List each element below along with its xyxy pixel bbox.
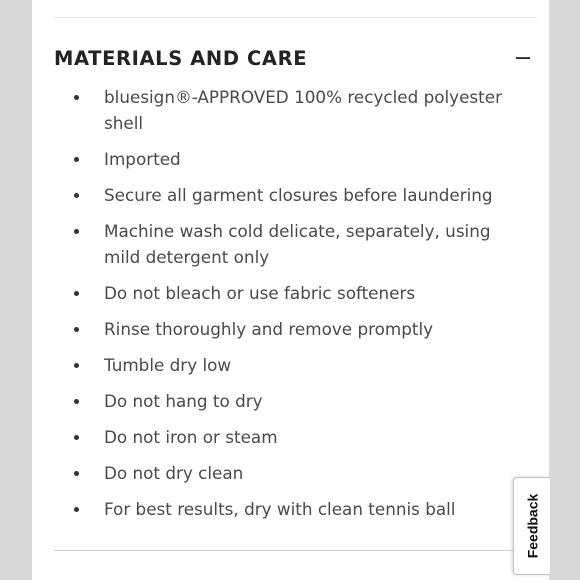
care-item-text: Do not hang to dry (104, 391, 263, 411)
care-item-text: Secure all garment closures before laundering (104, 185, 493, 205)
bullet-icon (74, 435, 79, 440)
feedback-button[interactable] (513, 477, 550, 575)
list-item (32, 496, 502, 522)
bottom-divider (54, 550, 537, 551)
list-item (32, 352, 502, 378)
care-item-text: Imported (104, 149, 181, 169)
bullet-icon (74, 229, 79, 234)
care-item-text: For best results, dry with clean tennis ball (104, 499, 456, 519)
bullet-icon (74, 399, 79, 404)
list-item (32, 146, 502, 172)
feedback-label: Feedback (524, 493, 540, 559)
care-item-text: Do not dry clean (104, 463, 244, 483)
product-details-panel (32, 0, 549, 580)
list-item (32, 316, 502, 342)
bullet-icon (74, 363, 79, 368)
list-item (32, 424, 502, 450)
bullet-icon (74, 471, 79, 476)
list-item (32, 84, 502, 136)
bullet-icon (74, 507, 79, 512)
bullet-icon (74, 157, 79, 162)
list-item (32, 182, 502, 208)
care-item-text: Rinse thoroughly and remove promptly (104, 319, 434, 339)
bullet-icon (74, 193, 79, 198)
minus-icon[interactable] (515, 50, 531, 66)
care-item-text: Do not bleach or use fabric softeners (104, 283, 416, 303)
list-item (32, 280, 502, 306)
bullet-icon (74, 95, 79, 100)
materials-care-accordion-header[interactable] (54, 42, 531, 74)
top-divider (54, 17, 537, 18)
care-item-text: bluesign®-APPROVED 100% recycled polyester shell (104, 87, 502, 133)
bullet-icon (74, 291, 79, 296)
bullet-icon (74, 327, 79, 332)
care-instructions-list (32, 84, 502, 532)
section-title: MATERIALS AND CARE (54, 46, 308, 70)
list-item (32, 388, 502, 414)
list-item (32, 218, 502, 270)
care-item-text: Do not iron or steam (104, 427, 278, 447)
care-item-text: Machine wash cold delicate, separately, using mild detergent only (104, 221, 491, 267)
care-item-text: Tumble dry low (104, 355, 232, 375)
list-item (32, 460, 502, 486)
